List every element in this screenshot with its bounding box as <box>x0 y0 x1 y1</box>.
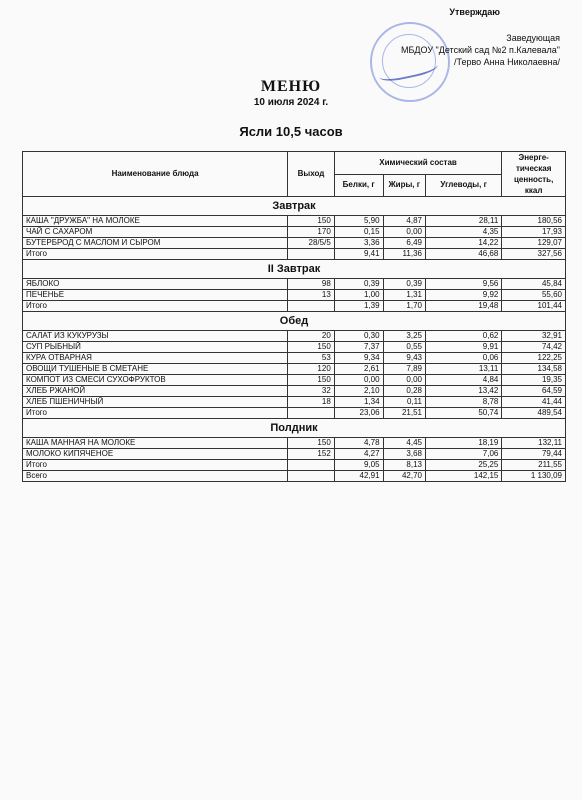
header-carbs: Углеводы, г <box>425 174 501 197</box>
table-cell: ОВОЩИ ТУШЕНЫЕ В СМЕТАНЕ <box>23 364 288 375</box>
table-cell: 0,62 <box>425 331 501 342</box>
table-cell: КУРА ОТВАРНАЯ <box>23 353 288 364</box>
table-cell: Итого <box>23 408 288 419</box>
section-title: Обед <box>23 312 566 331</box>
table-cell: 0,00 <box>383 375 425 386</box>
grand-total-row <box>23 471 566 482</box>
table-row <box>23 342 566 353</box>
header-proteins: Белки, г <box>334 174 383 197</box>
table-cell: 28/5/5 <box>288 238 335 249</box>
table-cell: Всего <box>23 471 288 482</box>
table-cell: 150 <box>288 216 335 227</box>
table-cell: 4,35 <box>425 227 501 238</box>
table-cell: 1,31 <box>383 290 425 301</box>
table-cell: 19,35 <box>502 375 566 386</box>
table-cell: 150 <box>288 438 335 449</box>
table-row <box>23 290 566 301</box>
table-cell: 4,45 <box>383 438 425 449</box>
table-cell: Итого <box>23 460 288 471</box>
table-cell <box>288 408 335 419</box>
table-cell: САЛАТ ИЗ КУКУРУЗЫ <box>23 331 288 342</box>
subtotal-row <box>23 408 566 419</box>
table-cell: ПЕЧЕНЬЕ <box>23 290 288 301</box>
table-cell: 134,58 <box>502 364 566 375</box>
section-header <box>23 419 566 438</box>
header-fats: Жиры, г <box>383 174 425 197</box>
header-energy: Энерге-тическая ценность, ккал <box>502 152 566 197</box>
table-cell <box>288 460 335 471</box>
table-cell: 19,48 <box>425 301 501 312</box>
table-cell: 46,68 <box>425 249 501 260</box>
table-cell: 79,44 <box>502 449 566 460</box>
table-cell: ЧАЙ С САХАРОМ <box>23 227 288 238</box>
section-title: II Завтрак <box>23 260 566 279</box>
table-cell: 0,28 <box>383 386 425 397</box>
table-cell: 1,00 <box>334 290 383 301</box>
table-cell: СУП РЫБНЫЙ <box>23 342 288 353</box>
table-cell: 9,43 <box>383 353 425 364</box>
table-cell: 17,93 <box>502 227 566 238</box>
table-cell: 28,11 <box>425 216 501 227</box>
table-cell: 50,74 <box>425 408 501 419</box>
table-cell: 211,55 <box>502 460 566 471</box>
approval-person: /Терво Анна Николаевна/ <box>453 57 560 67</box>
table-cell: 13 <box>288 290 335 301</box>
table-cell: 150 <box>288 375 335 386</box>
approval-org: МБДОУ "Детский сад №2 п.Калевала" <box>401 45 560 55</box>
table-cell: 42,91 <box>334 471 383 482</box>
table-cell: 13,11 <box>425 364 501 375</box>
table-cell: 4,78 <box>334 438 383 449</box>
table-cell: 14,22 <box>425 238 501 249</box>
table-cell: 32 <box>288 386 335 397</box>
table-cell: 0,39 <box>383 279 425 290</box>
table-row <box>23 227 566 238</box>
table-cell: Итого <box>23 301 288 312</box>
table-cell <box>288 471 335 482</box>
table-row <box>23 375 566 386</box>
table-cell: 0,39 <box>334 279 383 290</box>
table-cell: 53 <box>288 353 335 364</box>
table-cell: 9,91 <box>425 342 501 353</box>
table-cell: 180,56 <box>502 216 566 227</box>
table-cell: 2,61 <box>334 364 383 375</box>
menu-table <box>22 151 566 482</box>
table-cell: 1,70 <box>383 301 425 312</box>
table-cell: 5,90 <box>334 216 383 227</box>
table-cell: 7,37 <box>334 342 383 353</box>
table-cell: 4,84 <box>425 375 501 386</box>
table-cell <box>288 249 335 260</box>
table-cell: 6,49 <box>383 238 425 249</box>
subtotal-row <box>23 301 566 312</box>
table-row <box>23 331 566 342</box>
table-cell: 8,13 <box>383 460 425 471</box>
table-cell: 7,89 <box>383 364 425 375</box>
table-cell <box>288 301 335 312</box>
table-cell: 0,55 <box>383 342 425 353</box>
table-cell: ХЛЕБ РЖАНОЙ <box>23 386 288 397</box>
table-cell: 152 <box>288 449 335 460</box>
table-cell: 132,11 <box>502 438 566 449</box>
section-header <box>23 260 566 279</box>
doc-title: МЕНЮ <box>260 78 322 95</box>
table-cell: 11,36 <box>383 249 425 260</box>
header-chem: Химический состав <box>334 152 502 175</box>
table-cell: 41,44 <box>502 397 566 408</box>
table-cell: 25,25 <box>425 460 501 471</box>
table-cell: 8,78 <box>425 397 501 408</box>
table-cell: 122,25 <box>502 353 566 364</box>
table-cell: 142,15 <box>425 471 501 482</box>
table-cell: 20 <box>288 331 335 342</box>
table-cell: 21,51 <box>383 408 425 419</box>
table-row <box>23 449 566 460</box>
table-cell: Итого <box>23 249 288 260</box>
table-cell: 120 <box>288 364 335 375</box>
table-cell: 129,07 <box>502 238 566 249</box>
menu-table-body <box>23 197 566 482</box>
table-cell: 4,87 <box>383 216 425 227</box>
table-cell: 0,00 <box>334 375 383 386</box>
table-row <box>23 386 566 397</box>
table-cell: 74,42 <box>502 342 566 353</box>
subtotal-row <box>23 460 566 471</box>
table-row <box>23 279 566 290</box>
doc-date: 10 июля 2024 г. <box>253 97 329 108</box>
table-cell: ХЛЕБ ПШЕНИЧНЫЙ <box>23 397 288 408</box>
table-cell: 45,84 <box>502 279 566 290</box>
table-cell: КАША МАННАЯ НА МОЛОКЕ <box>23 438 288 449</box>
table-cell: 18 <box>288 397 335 408</box>
table-cell: 0,00 <box>383 227 425 238</box>
table-cell: 0,06 <box>425 353 501 364</box>
table-cell: 3,25 <box>383 331 425 342</box>
table-cell: 3,36 <box>334 238 383 249</box>
table-cell: 32,91 <box>502 331 566 342</box>
table-cell: БУТЕРБРОД С МАСЛОМ И СЫРОМ <box>23 238 288 249</box>
table-cell: 101,44 <box>502 301 566 312</box>
table-cell: 98 <box>288 279 335 290</box>
section-header <box>23 312 566 331</box>
table-cell: 64,59 <box>502 386 566 397</box>
table-cell: 150 <box>288 342 335 353</box>
table-cell: 327,56 <box>502 249 566 260</box>
table-cell: 9,56 <box>425 279 501 290</box>
table-cell: 2,10 <box>334 386 383 397</box>
table-cell: 9,92 <box>425 290 501 301</box>
table-cell: 3,68 <box>383 449 425 460</box>
table-cell: 1 130,09 <box>502 471 566 482</box>
table-cell: 18,19 <box>425 438 501 449</box>
table-cell: 489,54 <box>502 408 566 419</box>
approval-heading: Утверждаю <box>449 7 500 17</box>
table-cell: МОЛОКО КИПЯЧЕНОЕ <box>23 449 288 460</box>
header-name: Наименование блюда <box>23 152 288 197</box>
table-cell: 1,39 <box>334 301 383 312</box>
table-cell: 4,27 <box>334 449 383 460</box>
table-cell: 0,30 <box>334 331 383 342</box>
table-cell: 9,05 <box>334 460 383 471</box>
section-title: Завтрак <box>23 197 566 216</box>
table-cell: 55,60 <box>502 290 566 301</box>
table-cell: 13,42 <box>425 386 501 397</box>
table-row <box>23 364 566 375</box>
section-title: Полдник <box>23 419 566 438</box>
table-row <box>23 216 566 227</box>
section-header <box>23 197 566 216</box>
table-cell: КАША "ДРУЖБА" НА МОЛОКЕ <box>23 216 288 227</box>
doc-group: Ясли 10,5 часов <box>239 124 343 139</box>
table-row <box>23 353 566 364</box>
table-cell: КОМПОТ ИЗ СМЕСИ СУХОФРУКТОВ <box>23 375 288 386</box>
approval-block <box>340 6 560 68</box>
table-cell: 42,70 <box>383 471 425 482</box>
table-cell: 9,41 <box>334 249 383 260</box>
table-row <box>23 238 566 249</box>
table-row <box>23 397 566 408</box>
table-cell: 170 <box>288 227 335 238</box>
table-cell: 0,11 <box>383 397 425 408</box>
table-cell: 1,34 <box>334 397 383 408</box>
table-cell: 7,06 <box>425 449 501 460</box>
table-cell: 23,06 <box>334 408 383 419</box>
table-row <box>23 438 566 449</box>
header-output: Выход <box>288 152 335 197</box>
table-cell: 9,34 <box>334 353 383 364</box>
table-cell: ЯБЛОКО <box>23 279 288 290</box>
table-cell: 0,15 <box>334 227 383 238</box>
subtotal-row <box>23 249 566 260</box>
approval-position: Заведующая <box>506 33 560 43</box>
